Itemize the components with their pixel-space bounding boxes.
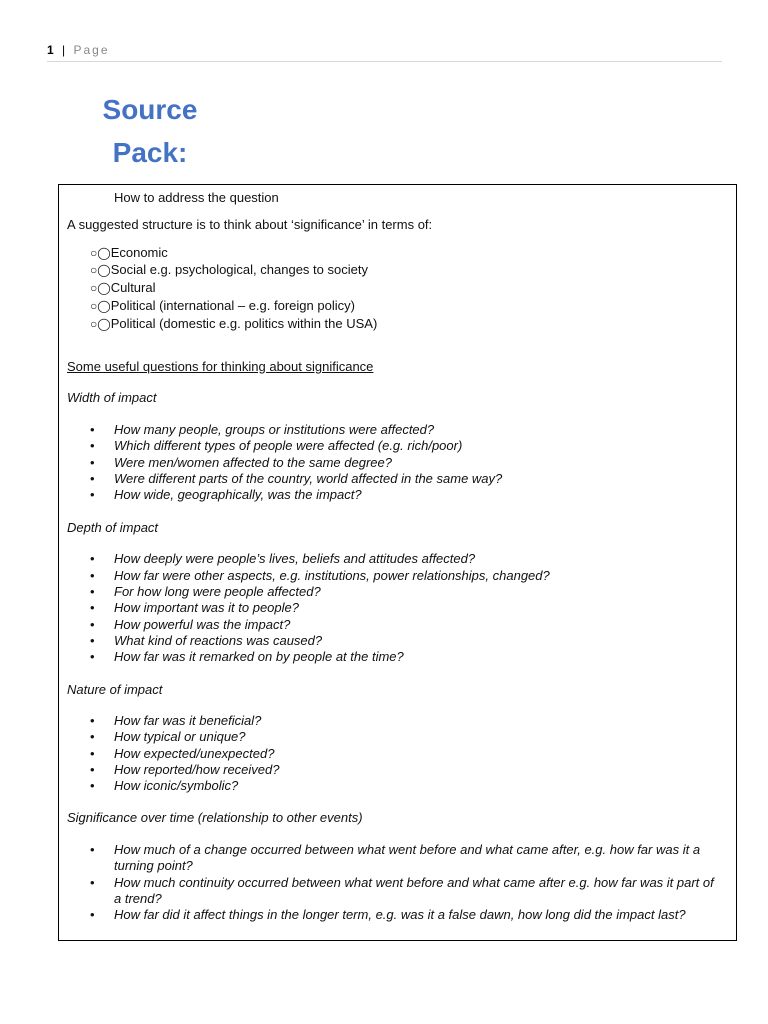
bullet-icon: • [90,729,95,744]
list-item: How iconic/symbolic? [114,778,239,793]
list-item: How wide, geographically, was the impact? [114,487,362,502]
bullet-icon: • [90,600,95,615]
bullet-icon: • [90,842,95,857]
guidance-box [58,184,737,941]
bullet-icon: • [90,455,95,470]
box-intro: A suggested structure is to think about ‘significance’ in terms of: [67,217,433,232]
header-rule [47,61,722,62]
document-title [90,88,210,174]
section-title: Nature of impact [67,682,163,697]
list-item: How deeply were people’s lives, beliefs and attitudes affected? [114,551,476,566]
bullet-icon: • [90,617,95,632]
list-item: How far was it remarked on by people at the time? [114,649,404,664]
list-item: How important was it to people? [114,600,299,615]
list-item: How much of a change occurred between what went before and what came after, e.g. how far was it a [114,842,701,857]
page-number: 1 [47,43,54,57]
list-item: What kind of reactions was caused? [114,633,323,648]
structure-item: ○◯Political (international – e.g. foreign policy) [90,298,355,313]
circle-icon: ○◯ [90,299,111,313]
bullet-icon: • [90,907,95,922]
circle-icon: ○◯ [90,281,111,295]
list-item: Were men/women affected to the same degree? [114,455,392,470]
list-item: Were different parts of the country, world affected in the same way? [114,471,503,486]
bullet-icon: • [90,438,95,453]
section-title: Significance over time (relationship to other events) [67,810,363,825]
bullet-icon: • [90,875,95,890]
structure-item: ○◯Economic [90,245,168,260]
list-item: For how long were people affected? [114,584,321,599]
structure-item: ○◯Cultural [90,280,156,295]
section-title: Depth of impact [67,520,159,535]
bullet-icon: • [90,713,95,728]
bullet-icon: • [90,471,95,486]
list-item: How powerful was the impact? [114,617,291,632]
page-header [47,43,110,57]
circle-icon: ○◯ [90,246,111,260]
circle-icon: ○◯ [90,263,111,277]
list-item: How far did it affect things in the longer term, e.g. was it a false dawn, how long did the impact last? [114,907,686,922]
list-item-continued: a trend? [114,891,162,906]
list-item: How reported/how received? [114,762,280,777]
list-item: How expected/unexpected? [114,746,275,761]
list-item: How far were other aspects, e.g. institutions, power relationships, changed? [114,568,550,583]
circle-icon: ○◯ [90,317,111,331]
section-title: Width of impact [67,390,157,405]
bullet-icon: • [90,633,95,648]
bullet-icon: • [90,568,95,583]
page-separator: | [62,43,66,57]
bullet-icon: • [90,746,95,761]
list-item-continued: turning point? [114,858,193,873]
list-item: Which different types of people were affected (e.g. rich/poor) [114,438,463,453]
questions-heading: Some useful questions for thinking about significance [67,359,374,374]
bullet-icon: • [90,778,95,793]
box-heading: How to address the question [114,190,279,205]
list-item: How much continuity occurred between what went before and what came after e.g. how far was it part of [114,875,714,890]
structure-item: ○◯Social e.g. psychological, changes to society [90,262,368,277]
page-label: Page [73,43,110,57]
bullet-icon: • [90,551,95,566]
bullet-icon: • [90,422,95,437]
list-item: How typical or unique? [114,729,246,744]
bullet-icon: • [90,487,95,502]
title-line-2: Pack: [112,137,188,168]
list-item: How many people, groups or institutions were affected? [114,422,435,437]
title-line-1: Source [102,94,198,125]
bullet-icon: • [90,584,95,599]
structure-item: ○◯Political (domestic e.g. politics within the USA) [90,316,378,331]
list-item: How far was it beneficial? [114,713,262,728]
bullet-icon: • [90,762,95,777]
bullet-icon: • [90,649,95,664]
